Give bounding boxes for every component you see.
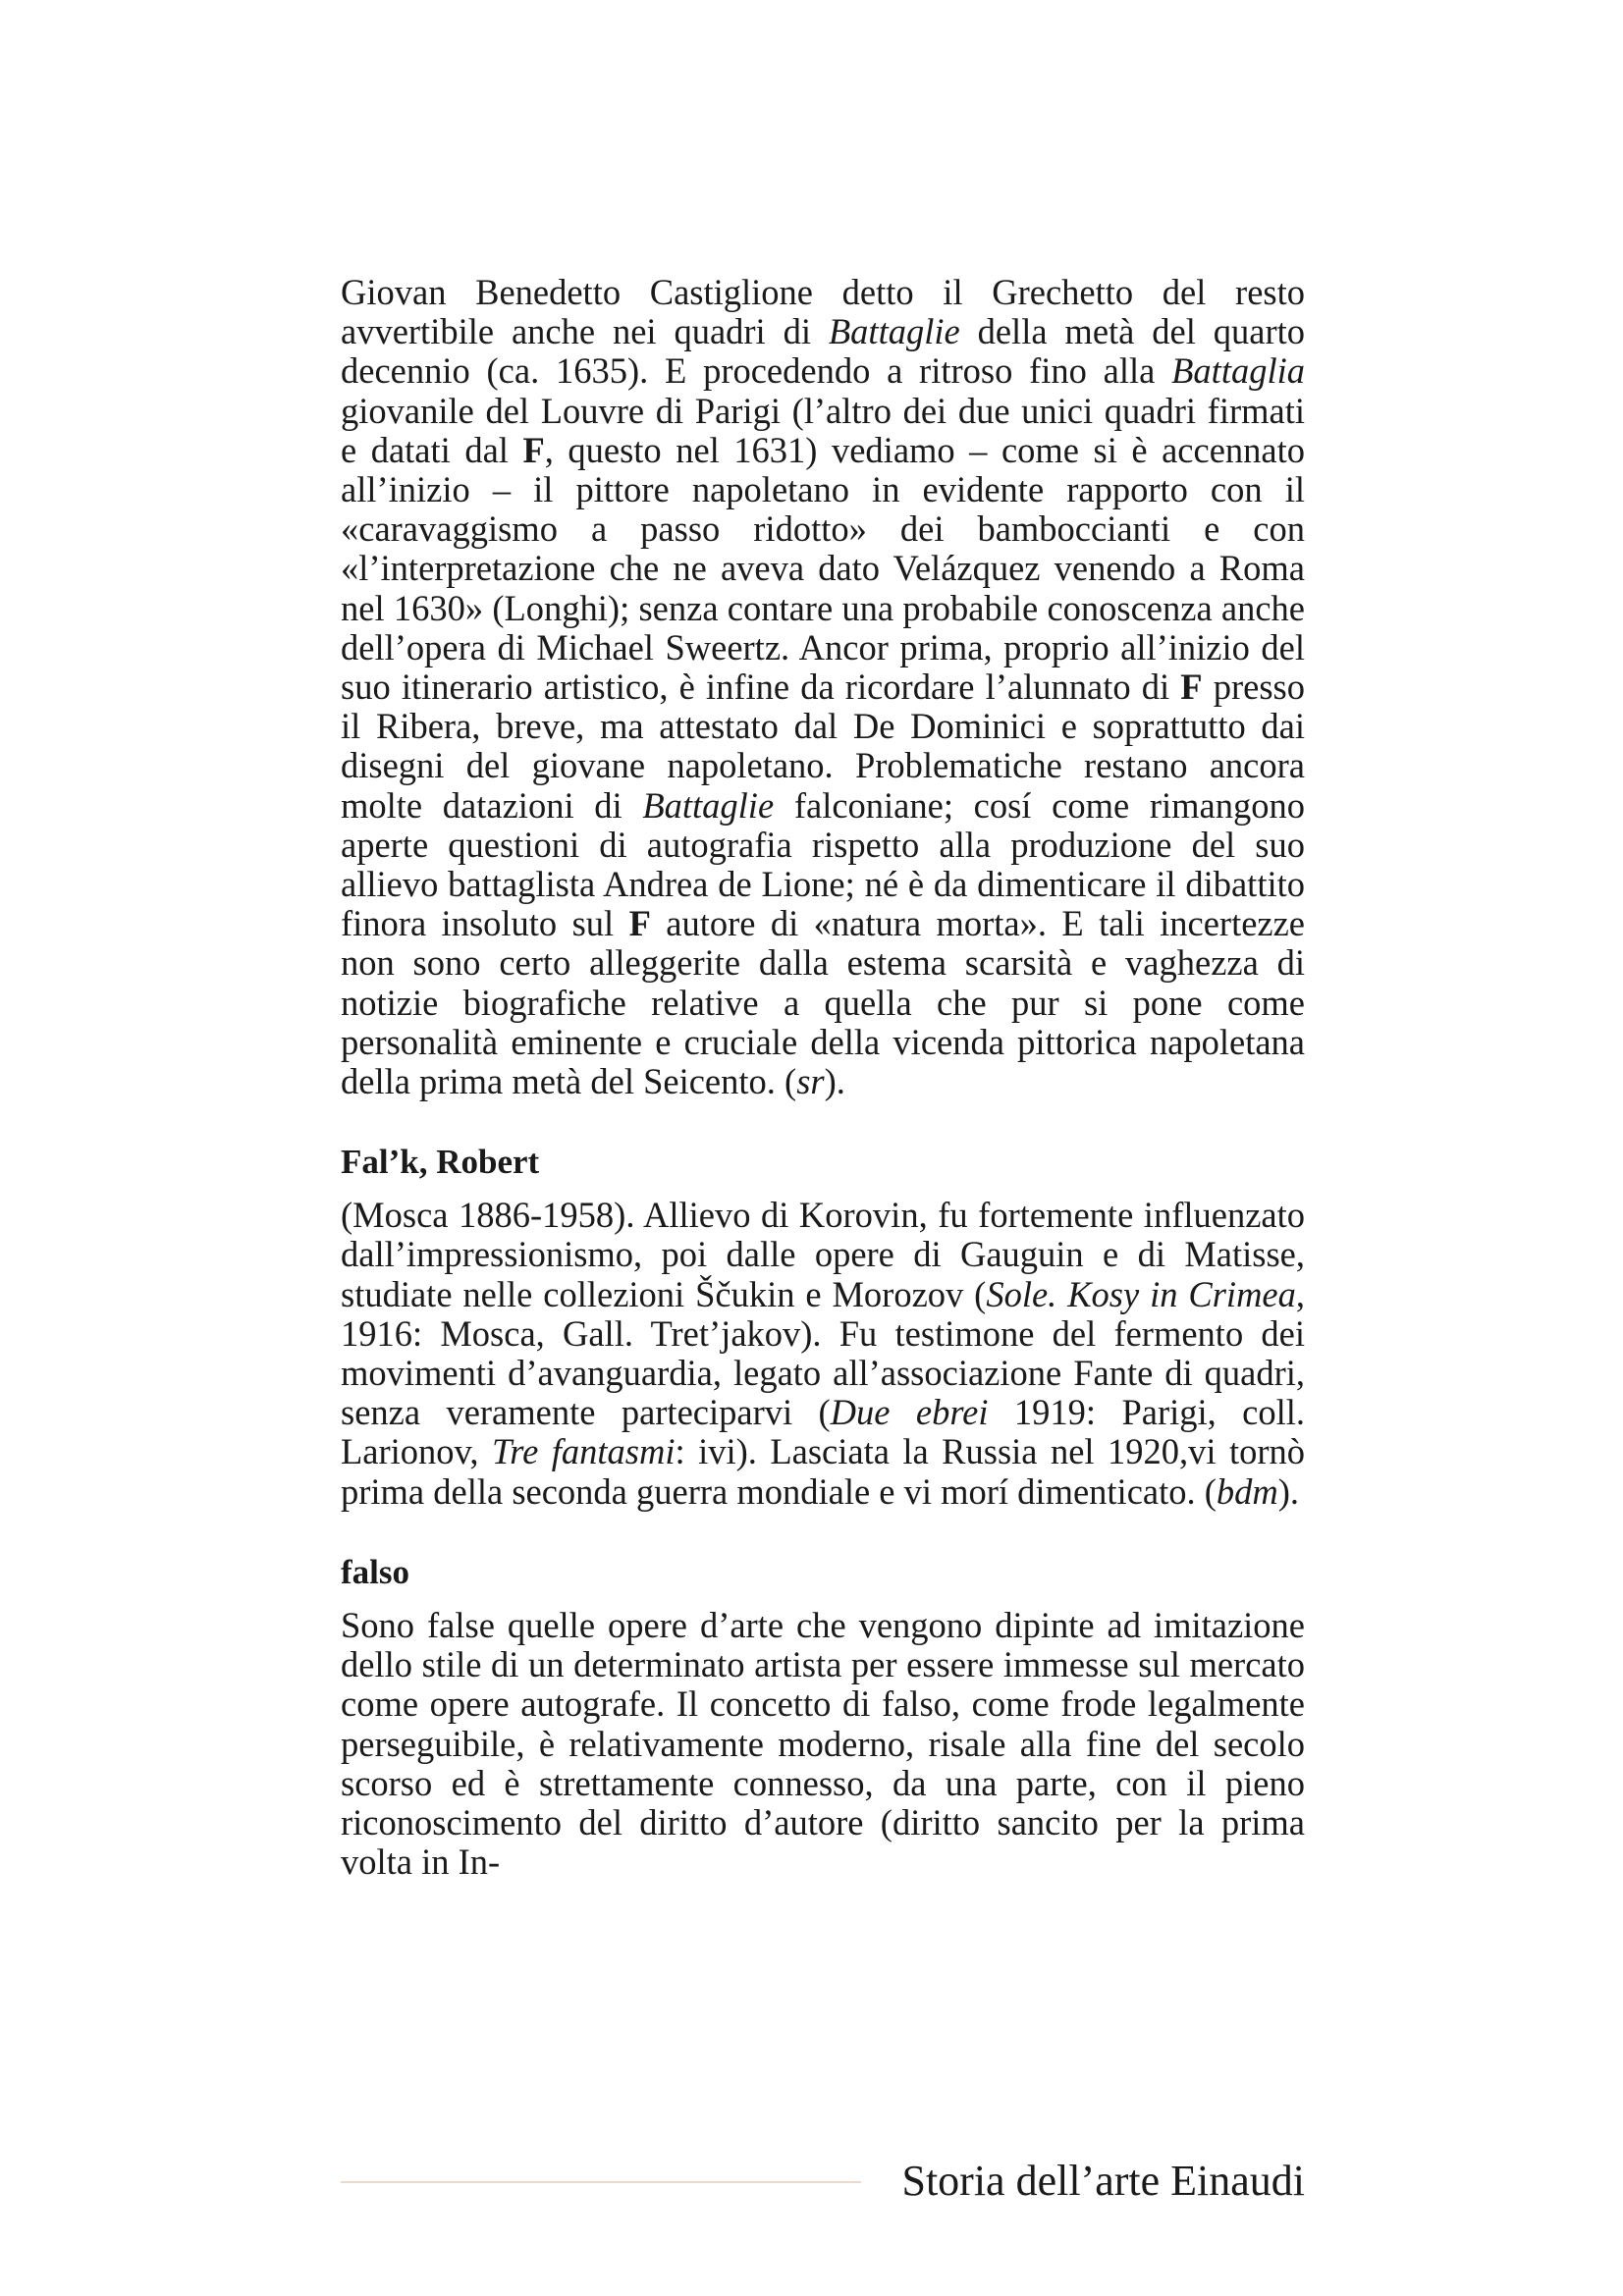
text-run: della metà del quarto decennio (ca. 1635). E procedendo a ritroso fino alla (341, 311, 1305, 392)
text-run: presso il Ribera, breve, ma attestato dal De Dominici e soprattutto dai disegni del giovane napoletano. Problematiche restano ancora molte datazioni di (341, 667, 1305, 826)
text-run: (Mosca 1886-1958). Allievo di Korovin, fu fortemente influenzato dall’impressionismo, poi dalle opere di Gauguin e di Matisse, studiate nelle collezioni Ščukin e Morozov ( (341, 1195, 1305, 1314)
footer-brand: Storia dell’arte Einaudi (901, 2157, 1305, 2205)
italic-title: Sole. Kosy in Crimea (986, 1273, 1296, 1314)
italic-title: Battaglie (642, 784, 775, 826)
bold-abbrev: F (522, 429, 545, 470)
text-run: ). (1277, 1470, 1300, 1512)
entry-body-falso: Sono false quelle opere d’arte che vengono dipinte ad imitazione dello stile di un determinato artista per essere immesse sul mercato come opere autografe. Il concetto di falso, come frode legalmente perseguibile, è relativamente moderno, risale alla fine del secolo scorso ed è strettamente connesso, da una parte, con il pieno riconoscimento del diritto d’autore (diritto sancito per la prima volta in In- (341, 1604, 1305, 1883)
text-run: , 1916: Mosca, Gall. Tret’jakov). Fu testimone del fermento dei movimenti d’avanguardia, legato all’associazione Fante di quadri, senza veramente parteciparvi ( (341, 1273, 1306, 1433)
text-run: giovanile del Louvre di Parigi (l’altro dei due unici quadri firmati e datati dal (341, 390, 1305, 470)
italic-title: Tre fantasmi (492, 1431, 676, 1472)
text-run: 1919: Parigi, coll. Larionov, (341, 1392, 1306, 1472)
text-run: Giovan Benedetto Castiglione detto il Grechetto del resto avvertibile anche nei quadri di (341, 272, 1305, 352)
text-run: ). (824, 1061, 845, 1102)
author-initials: sr (796, 1061, 825, 1102)
footer-rule (341, 2181, 861, 2183)
italic-title: Due ebrei (830, 1392, 989, 1433)
italic-title: Battaglie (828, 311, 960, 352)
text-run: , questo nel 1631) vediamo – come si è accennato all’inizio – il pittore napoletano in evidente rapporto con il «caravaggismo a passo ridotto» dei bamboccianti e con «l’interpretazione che ne aveva dato Velázquez venendo a Roma nel 1630» (Longhi); senza contare una probabile conoscenza anche dell’opera di Michael Sweertz. Ancor prima, proprio all’inizio del suo itinerario artistico, è infine da ricordare l’alunnato di (341, 429, 1305, 708)
bold-abbrev: F (1180, 667, 1203, 708)
text-run: : ivi). Lasciata la Russia nel 1920,vi tornò prima della seconda guerra mondiale e vi morí dimenticato. ( (341, 1431, 1305, 1512)
text-run: falconiane; cosí come rimangono aperte questioni di autografia rispetto alla produzione del suo allievo battaglista Andrea de Lione; né è da dimenticare il dibattito finora insoluto sul (341, 784, 1305, 944)
text-column (341, 273, 1305, 1882)
continuation-paragraph (341, 273, 1305, 1101)
entry-body-falk (341, 1196, 1305, 1512)
bold-abbrev: F (628, 903, 651, 944)
italic-title: Battaglia (1171, 350, 1305, 392)
text-run: autore di «natura morta». E tali incertezze non sono certo alleggerite dalla estema scarsità e vaghezza di notizie biografiche relative a quella che pur si pone come personalità eminente e cruciale della vicenda pittorica napoletana della prima metà del Seicento. ( (341, 903, 1306, 1102)
entry-heading-falso: falso (341, 1552, 409, 1591)
entry-heading-falk: Fal’k, Robert (341, 1143, 540, 1182)
author-initials: bdm (1216, 1470, 1278, 1512)
